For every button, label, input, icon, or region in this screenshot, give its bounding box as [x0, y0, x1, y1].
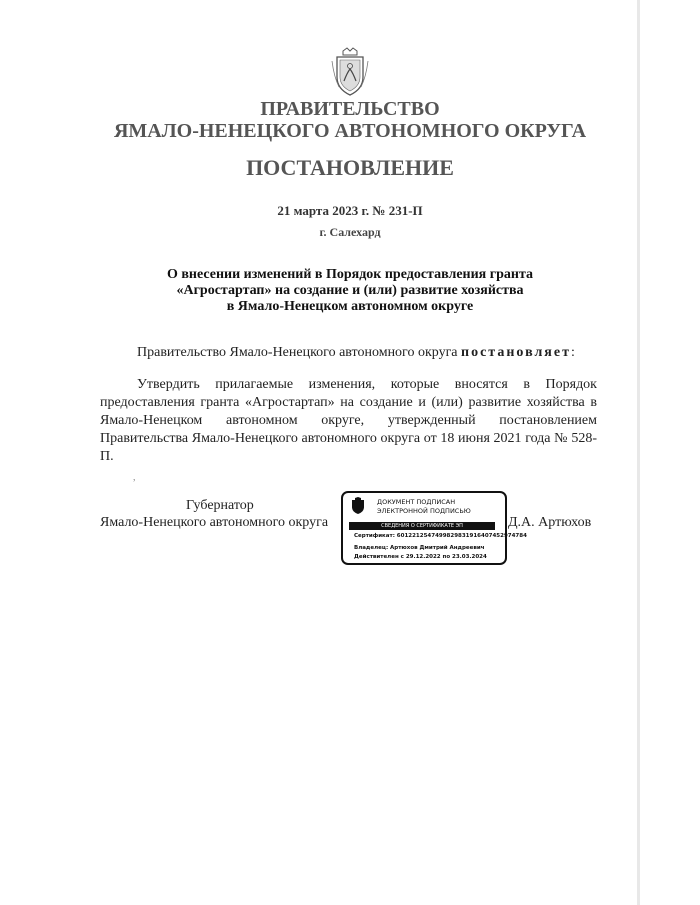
- electronic-signature-stamp: [341, 491, 527, 565]
- title-line: О внесении изменений в Порядок предоставления гранта: [166, 267, 534, 282]
- paragraph-decision: Утвердить прилагаемые изменения, которые вносятся в Порядок предоставления гранта «Агростартап» на создание и (или) развитие хозяйства в Ямало-Ненецком автономном округе, утвержденный постановлением Правительства Ямало-Ненецкого автономного округа от 18 июня 2021 года № 528-П.: [100, 377, 597, 464]
- coat-of-arms-icon: [329, 47, 371, 99]
- signatory-position-line2: Ямало-Ненецкого автономного округа: [100, 515, 329, 530]
- stamp-emblem-icon: [350, 497, 366, 515]
- signatory-position-line1: Губернатор: [186, 498, 254, 513]
- title-line: «Агростартап» на создание и (или) развитие хозяйства: [176, 283, 524, 298]
- government-name-line2: ЯМАЛО-НЕНЕЦКОГО АВТОНОМНОГО ОКРУГА: [113, 120, 587, 142]
- government-name-line1: ПРАВИТЕЛЬСТВО: [260, 98, 440, 120]
- stamp-validity: Действителен с 29.12.2022 по 23.03.2024: [354, 554, 487, 560]
- paragraph-preamble: [137, 345, 575, 361]
- stamp-certificate: Сертификат: 6012212547499829831916407452974784: [354, 533, 527, 539]
- stamp-heading-line2: ЭЛЕКТРОННОЙ ПОДПИСЬЮ: [377, 507, 471, 515]
- document-date-number: 21 марта 2023 г. № 231-П: [277, 203, 423, 218]
- document-title: [100, 267, 600, 315]
- preamble-colon: :: [570, 345, 575, 360]
- preamble-verb: постановляет: [461, 345, 571, 360]
- stamp-heading-line1: ДОКУМЕНТ ПОДПИСАН: [377, 498, 456, 506]
- document-type: ПОСТАНОВЛЕНИЕ: [246, 155, 454, 180]
- document-city: г. Салехард: [319, 225, 381, 239]
- signatory-name: Д.А. Артюхов: [508, 515, 592, 530]
- title-line: в Ямало-Ненецком автономном округе: [226, 299, 474, 314]
- stamp-owner: Владелец: Артюхов Дмитрий Андреевич: [354, 545, 485, 551]
- scan-speck: ,: [133, 472, 136, 483]
- stamp-certificate-bar: СВЕДЕНИЯ О СЕРТИФИКАТЕ ЭП: [349, 522, 495, 530]
- preamble-text: Правительство Ямало-Ненецкого автономного округа: [137, 345, 458, 360]
